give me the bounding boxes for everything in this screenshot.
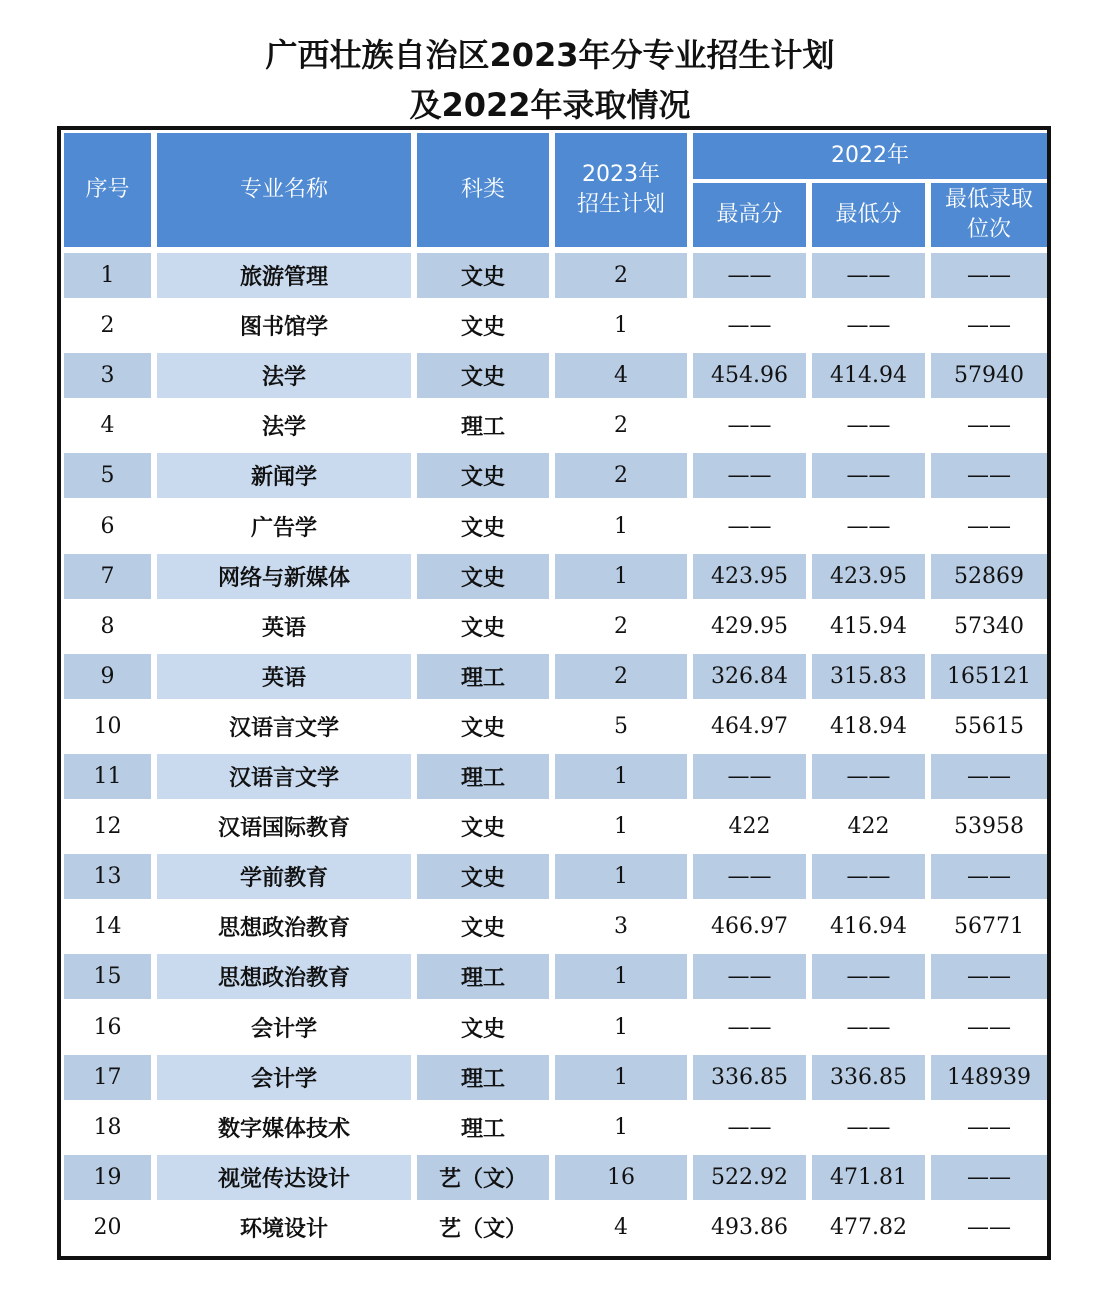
cell-max-score: 466.97 xyxy=(711,914,788,940)
title-line-1: 广西壮族自治区2023年分专业招生计划 xyxy=(265,36,835,74)
cell-min-score: 418.94 xyxy=(830,713,907,739)
cell-seq: 16 xyxy=(93,1014,122,1040)
cell-category: 理工 xyxy=(460,415,505,441)
cell-plan-2023: 1 xyxy=(614,513,628,539)
cell-min-score: —— xyxy=(846,1114,891,1140)
cell-max-score: —— xyxy=(727,413,772,439)
cell-seq: 20 xyxy=(93,1214,122,1240)
cell-min-score: 315.83 xyxy=(812,654,925,699)
cell-max-score: 464.97 xyxy=(711,713,788,739)
cell-plan-2023: 1 xyxy=(555,554,687,599)
cell-category: 文史 xyxy=(460,1016,505,1042)
header-min: 最低分 xyxy=(812,183,925,247)
cell-min-rank: 56771 xyxy=(954,914,1024,940)
cell-max-score: —— xyxy=(727,313,772,339)
cell-max-score: —— xyxy=(693,453,806,498)
admission-table xyxy=(57,126,1051,1260)
cell-max-score: 422 xyxy=(728,814,771,840)
cell-min-rank: —— xyxy=(967,1014,1011,1040)
cell-seq: 19 xyxy=(64,1155,151,1200)
cell-category: 文史 xyxy=(460,615,505,641)
cell-major-name: 法学 xyxy=(261,415,306,441)
cell-min-rank: —— xyxy=(967,313,1011,339)
cell-major-name: 思想政治教育 xyxy=(157,954,411,999)
cell-plan-2023: 2 xyxy=(614,413,628,439)
cell-category: 理工 xyxy=(417,954,549,999)
cell-max-score: 429.95 xyxy=(711,613,788,639)
cell-max-score: —— xyxy=(693,854,806,899)
cell-min-score: 416.94 xyxy=(830,914,907,940)
cell-min-rank: 57940 xyxy=(931,353,1047,398)
cell-min-rank: 53958 xyxy=(954,814,1024,840)
cell-min-score: 471.81 xyxy=(812,1155,925,1200)
cell-min-rank: 55615 xyxy=(954,713,1024,739)
cell-min-score: —— xyxy=(812,854,925,899)
cell-major-name: 英语 xyxy=(157,654,411,699)
cell-major-name: 图书馆学 xyxy=(239,315,328,341)
cell-plan-2023: 4 xyxy=(555,353,687,398)
cell-seq: 13 xyxy=(64,854,151,899)
cell-min-rank: —— xyxy=(931,453,1047,498)
cell-seq: 2 xyxy=(100,313,115,339)
cell-min-score: —— xyxy=(812,453,925,498)
cell-max-score: 493.86 xyxy=(711,1214,788,1240)
cell-seq: 8 xyxy=(100,613,115,639)
cell-major-name: 新闻学 xyxy=(157,453,411,498)
cell-max-score: —— xyxy=(727,1014,772,1040)
cell-seq: 9 xyxy=(64,654,151,699)
cell-plan-2023: 1 xyxy=(555,754,687,799)
cell-min-rank: 148939 xyxy=(931,1055,1047,1100)
cell-major-name: 英语 xyxy=(261,615,306,641)
cell-category: 文史 xyxy=(417,854,549,899)
cell-seq: 1 xyxy=(64,253,151,298)
cell-major-name: 旅游管理 xyxy=(157,253,411,298)
cell-min-rank: 52869 xyxy=(931,554,1047,599)
cell-category: 文史 xyxy=(417,453,549,498)
header-category: 科类 xyxy=(417,133,549,247)
cell-min-score: 415.94 xyxy=(830,613,907,639)
cell-major-name: 会计学 xyxy=(250,1016,317,1042)
cell-category: 文史 xyxy=(417,554,549,599)
cell-seq: 6 xyxy=(100,513,115,539)
cell-min-rank: —— xyxy=(931,253,1047,298)
cell-min-score: —— xyxy=(846,313,891,339)
cell-max-score: —— xyxy=(727,513,772,539)
cell-plan-2023: 1 xyxy=(614,313,628,339)
cell-plan-2023: 16 xyxy=(555,1155,687,1200)
cell-category: 艺（文） xyxy=(438,1216,527,1242)
cell-plan-2023: 4 xyxy=(614,1214,628,1240)
cell-seq: 7 xyxy=(64,554,151,599)
cell-min-rank: —— xyxy=(931,1155,1047,1200)
cell-min-score: —— xyxy=(846,513,891,539)
header-2022: 2022年 xyxy=(693,133,1047,179)
cell-max-score: —— xyxy=(727,1114,772,1140)
cell-max-score: 454.96 xyxy=(693,353,806,398)
cell-major-name: 思想政治教育 xyxy=(217,916,350,942)
cell-category: 文史 xyxy=(417,353,549,398)
header-name: 专业名称 xyxy=(157,133,411,247)
cell-major-name: 汉语国际教育 xyxy=(217,816,350,842)
cell-seq: 17 xyxy=(64,1055,151,1100)
cell-major-name: 数字媒体技术 xyxy=(217,1116,350,1142)
cell-major-name: 汉语言文学 xyxy=(228,715,339,741)
cell-min-rank: —— xyxy=(931,954,1047,999)
cell-max-score: 326.84 xyxy=(693,654,806,699)
cell-category: 文史 xyxy=(460,715,505,741)
cell-major-name: 学前教育 xyxy=(157,854,411,899)
cell-plan-2023: 2 xyxy=(555,453,687,498)
cell-category: 文史 xyxy=(417,253,549,298)
cell-category: 艺（文） xyxy=(417,1155,549,1200)
cell-min-rank: —— xyxy=(931,754,1047,799)
cell-plan-2023: 1 xyxy=(614,1014,628,1040)
header-plan: 2023年招生计划 xyxy=(555,133,687,247)
cell-category: 文史 xyxy=(460,515,505,541)
cell-major-name: 广告学 xyxy=(250,515,317,541)
cell-category: 理工 xyxy=(417,754,549,799)
cell-min-score: 423.95 xyxy=(812,554,925,599)
cell-max-score: 336.85 xyxy=(693,1055,806,1100)
cell-category: 理工 xyxy=(417,1055,549,1100)
header-max: 最高分 xyxy=(693,183,806,247)
cell-min-score: 477.82 xyxy=(830,1214,907,1240)
cell-max-score: 423.95 xyxy=(693,554,806,599)
cell-min-score: 414.94 xyxy=(812,353,925,398)
cell-min-rank: 57340 xyxy=(954,613,1024,639)
cell-min-rank: —— xyxy=(967,1214,1011,1240)
cell-seq: 11 xyxy=(64,754,151,799)
cell-min-rank: —— xyxy=(967,513,1011,539)
cell-min-score: 422 xyxy=(847,814,890,840)
cell-category: 文史 xyxy=(460,315,505,341)
cell-category: 文史 xyxy=(460,816,505,842)
cell-min-score: —— xyxy=(812,754,925,799)
title-line-2: 及2022年录取情况 xyxy=(409,86,691,124)
cell-major-name: 视觉传达设计 xyxy=(157,1155,411,1200)
cell-min-score: —— xyxy=(812,954,925,999)
cell-major-name: 汉语言文学 xyxy=(157,754,411,799)
cell-seq: 3 xyxy=(64,353,151,398)
cell-seq: 15 xyxy=(64,954,151,999)
cell-major-name: 会计学 xyxy=(157,1055,411,1100)
header-rank: 最低录取位次 xyxy=(931,183,1047,247)
cell-plan-2023: 1 xyxy=(555,954,687,999)
cell-plan-2023: 2 xyxy=(555,253,687,298)
cell-min-score: —— xyxy=(846,413,891,439)
cell-seq: 5 xyxy=(64,453,151,498)
cell-major-name: 网络与新媒体 xyxy=(157,554,411,599)
cell-category: 文史 xyxy=(460,916,505,942)
cell-max-score: 522.92 xyxy=(693,1155,806,1200)
cell-min-score: —— xyxy=(846,1014,891,1040)
cell-min-rank: —— xyxy=(967,1114,1011,1140)
cell-max-score: —— xyxy=(693,253,806,298)
cell-min-score: 336.85 xyxy=(812,1055,925,1100)
header-seq: 序号 xyxy=(64,133,151,247)
cell-plan-2023: 3 xyxy=(614,914,628,940)
cell-plan-2023: 5 xyxy=(614,713,628,739)
cell-major-name: 法学 xyxy=(157,353,411,398)
cell-plan-2023: 1 xyxy=(555,854,687,899)
cell-min-rank: 165121 xyxy=(931,654,1047,699)
cell-seq: 10 xyxy=(93,713,122,739)
cell-category: 理工 xyxy=(417,654,549,699)
cell-min-score: —— xyxy=(812,253,925,298)
cell-major-name: 环境设计 xyxy=(239,1216,328,1242)
cell-plan-2023: 2 xyxy=(555,654,687,699)
cell-seq: 4 xyxy=(100,413,115,439)
cell-min-rank: —— xyxy=(967,413,1011,439)
cell-min-rank: —— xyxy=(931,854,1047,899)
cell-plan-2023: 1 xyxy=(555,1055,687,1100)
cell-plan-2023: 2 xyxy=(614,613,628,639)
cell-max-score: —— xyxy=(693,754,806,799)
cell-max-score: —— xyxy=(693,954,806,999)
cell-plan-2023: 1 xyxy=(614,814,628,840)
cell-seq: 18 xyxy=(93,1114,122,1140)
cell-category: 理工 xyxy=(460,1116,505,1142)
cell-seq: 12 xyxy=(93,814,122,840)
cell-seq: 14 xyxy=(93,914,122,940)
cell-plan-2023: 1 xyxy=(614,1114,628,1140)
